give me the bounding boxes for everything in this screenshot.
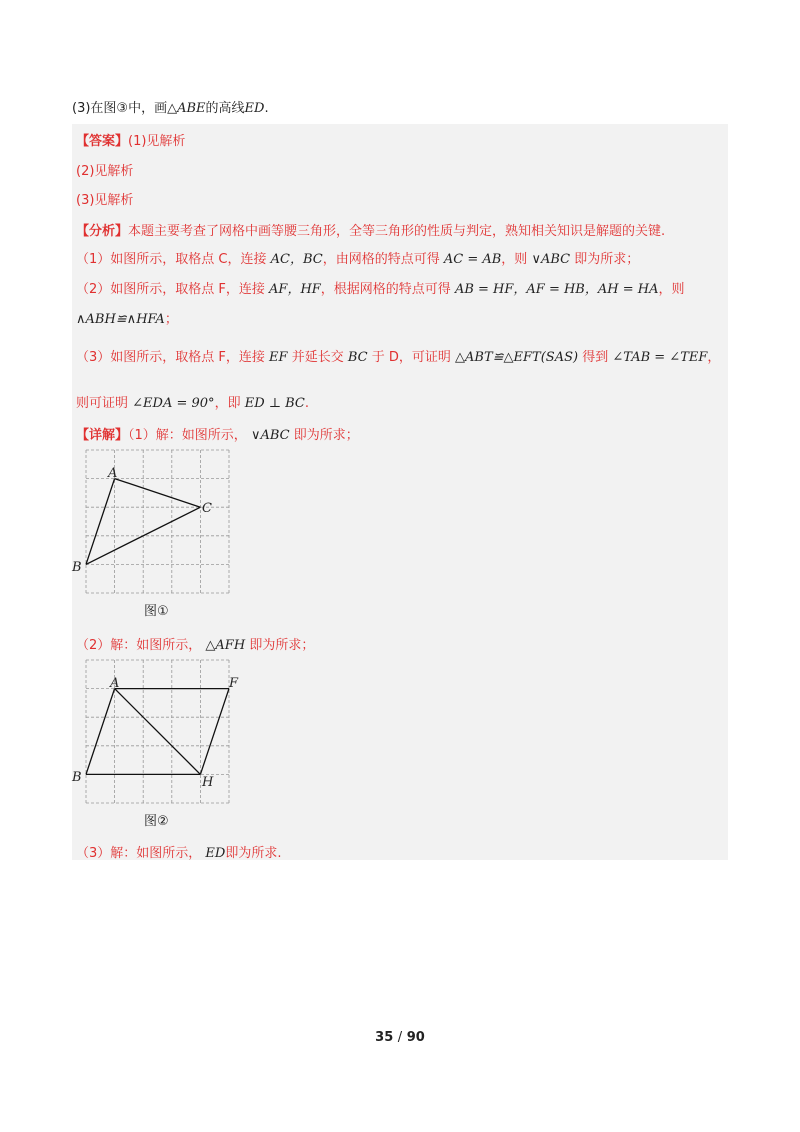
p2-math-2: AB = HF，AF = HB，AH = HA: [454, 282, 659, 297]
figure-1: [72, 450, 242, 625]
analysis-p1: [76, 248, 639, 267]
p1-d: 即为所求；: [574, 252, 640, 267]
answer-1: (1)见解析: [128, 134, 186, 149]
point-A: A: [108, 466, 118, 481]
p3-b: 并延长交: [291, 350, 344, 365]
answer-line-3: [76, 189, 133, 208]
p3-math-3: △ABT≌△EFT(SAS): [455, 350, 579, 365]
point-A: A: [110, 676, 120, 691]
analysis-intro: [76, 220, 665, 239]
question-text-mid: 的高线: [205, 101, 245, 116]
point-C: C: [202, 501, 212, 516]
s3-b: 即为所求.: [225, 846, 282, 861]
math-triangle: △ABE: [167, 101, 206, 116]
p3b-math-1: ∠EDA = 90°: [132, 396, 215, 411]
s3-a: （3）解：如图所示，: [76, 846, 202, 861]
p2-a: （2）如图所示，取格点 F，连接: [76, 282, 265, 297]
answer-2: (2)见解析: [76, 164, 134, 179]
page-footer: [0, 1030, 800, 1045]
figure-2-caption: 图②: [144, 814, 169, 829]
p2b-math: ∧ABH≌∧HFA: [76, 312, 165, 327]
page-total: 90: [406, 1030, 425, 1045]
p3-math-1: EF: [269, 350, 288, 365]
analysis-intro-text: 本题主要考查了网格中画等腰三角形，全等三角形的性质与判定，熟知相关知识是解题的关键.: [128, 224, 666, 239]
p3-a: （3）如图所示，取格点 F，连接: [76, 350, 265, 365]
page-number: 35: [375, 1030, 394, 1045]
answer-line-1: [76, 130, 185, 149]
s1-math: ∨ABC: [250, 428, 290, 443]
p2-b: ，根据网格的特点可得: [320, 282, 451, 297]
point-H: H: [202, 775, 214, 790]
p3-d: 得到: [582, 350, 609, 365]
p1-a: （1）如图所示，取格点 C，连接: [76, 252, 267, 267]
s1-a: （1）解：如图所示，: [128, 428, 247, 443]
analysis-p2b: [76, 308, 178, 327]
p2b-end: ；: [164, 312, 178, 327]
figure-1-svg: [72, 450, 242, 625]
point-B: B: [72, 560, 82, 575]
p3b-math-2: ED ⊥ BC: [244, 396, 305, 411]
question-3: [72, 97, 269, 116]
answer-line-2: [76, 160, 133, 179]
p3b-a: 则可证明: [76, 396, 129, 411]
math-segment: ED: [244, 101, 265, 116]
figure-2-svg: [72, 660, 247, 835]
detail-s1: [76, 424, 359, 443]
p3-math-2: BC: [347, 350, 368, 365]
s2-math: △AFH: [205, 638, 246, 653]
p1-math-3: ∨ABC: [531, 252, 571, 267]
p3-c: 于 D，可证明: [371, 350, 451, 365]
p3-math-4: ∠TAB = ∠TEF: [612, 350, 708, 365]
answer-3: (3)见解析: [76, 193, 134, 208]
analysis-p3: [76, 346, 720, 365]
figure-1-caption: 图①: [144, 604, 169, 619]
p3-end: ，: [707, 350, 721, 365]
question-text: (3)在图③中，画: [72, 101, 168, 116]
p1-b: ，由网格的特点可得: [322, 252, 440, 267]
point-B: B: [72, 770, 82, 785]
p3b-end: .: [304, 396, 310, 411]
p1-c: ，则: [501, 252, 528, 267]
s3-math: ED: [205, 846, 226, 861]
p1-math-1: AC，BC: [270, 252, 323, 267]
figure-2: [72, 660, 247, 835]
s2-a: （2）解：如图所示，: [76, 638, 202, 653]
p1-math-2: AC = AB: [443, 252, 502, 267]
detail-tag: 【详解】: [76, 428, 129, 443]
page-separator: /: [397, 1030, 403, 1045]
s2-b: 即为所求；: [249, 638, 315, 653]
s1-b: 即为所求；: [293, 428, 359, 443]
answer-tag: 【答案】: [76, 134, 129, 149]
p3b-b: ，即: [214, 396, 241, 411]
p2-c: ，则: [658, 282, 685, 297]
analysis-p3b: [76, 392, 309, 411]
question-end: .: [264, 101, 269, 116]
point-F: F: [229, 676, 239, 691]
p2-math-1: AF，HF: [269, 282, 321, 297]
analysis-p2: [76, 278, 685, 297]
detail-s2: [76, 634, 314, 653]
analysis-tag: 【分析】: [76, 224, 129, 239]
detail-s3: [76, 842, 281, 861]
